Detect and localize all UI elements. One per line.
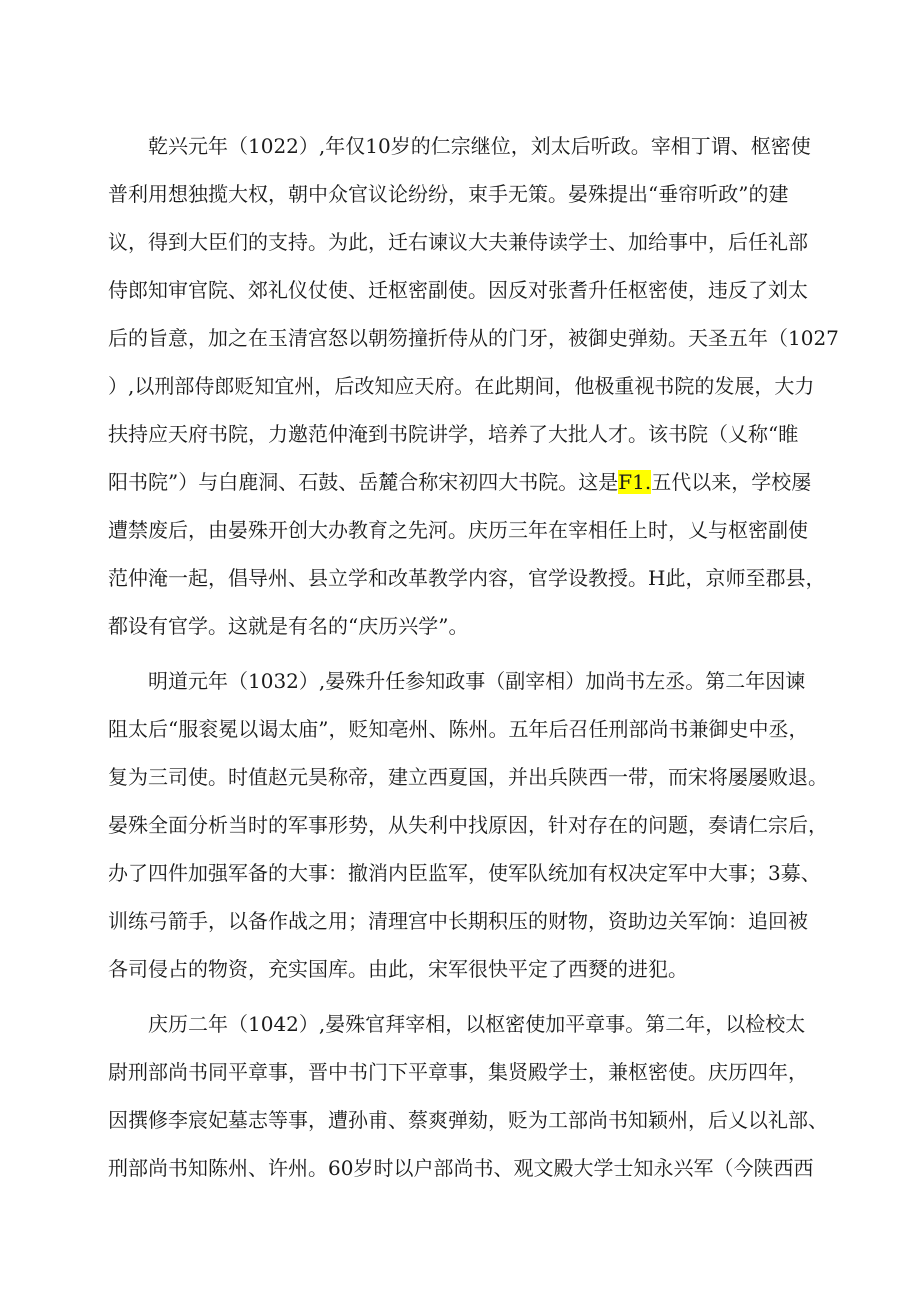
paragraph-1-line-8-text: 阳书院”）与白鹿洞、石鼓、岳麓合称宋初四大书院。这是 <box>108 470 619 494</box>
paragraph-1-line-3: 议，得到大臣们的支持。为此，迁右谏议大夫兼侍读学士、加给事中，后任礼部 <box>108 230 808 254</box>
paragraph-2-line-1: 明道元年（1032）,晏殊升任参知政事（副宰相）加尚书左丞。第二年因谏 <box>148 669 806 693</box>
paragraph-3-line-2: 尉刑部尚书同平章事，晋中书门下平章事，集贤殿学士，兼枢密使。庆历四年， <box>108 1060 808 1084</box>
paragraph-1-line-10: 范仲淹一起，倡导州、县立学和改革教学内容，官学设教授。H此，京师至郡县， <box>108 566 826 590</box>
paragraph-1-line-7: 扶持应天府书院，力邀范仲淹到书院讲学，培养了大批人才。该书院（乂称“睢 <box>108 422 799 446</box>
paragraph-2-line-4: 晏殊全面分析当时的军事形势，从失利中找原因，针对存在的问题，奏请仁宗后， <box>108 813 828 837</box>
paragraph-3-line-4: 刑部尚书知陈州、许州。60岁时以户部尚书、观文殿大学士知永兴军（今陕西西 <box>108 1156 814 1180</box>
highlighted-text: F1. <box>618 470 652 494</box>
paragraph-1-line-5: 后的旨意，加之在玉清宫怒以朝笏撞折侍从的门牙，被御史弹劾。天圣五年（1027 <box>108 326 839 350</box>
paragraph-2-line-6: 训练弓箭手，以备作战之用；清理宫中长期积压的财物，资助边关军饷：追回被 <box>108 909 808 933</box>
paragraph-1-line-8-tail: 五代以来，学校屡 <box>651 470 812 494</box>
paragraph-1-line-4: 侍郎知审官院、郊礼仪仗使、迁枢密副使。因反对张耆升任枢密使，违反了刘太 <box>108 278 808 302</box>
paragraph-2-line-7: 各司侵占的物资，充实国库。由此，宋军很快平定了西燹的进犯。 <box>108 957 688 981</box>
paragraph-3-line-1: 庆历二年（1042）,晏殊官拜宰相，以枢密使加平章事。第二年，以检校太 <box>148 1012 806 1036</box>
paragraph-1-line-8 <box>108 467 811 497</box>
paragraph-1-line-6: ）,以刑部侍郎贬知宜州，后改知应天府。在此期间，他极重视书院的发展，大力 <box>108 374 815 398</box>
paragraph-2-line-5: 办了四件加强军备的大事：撤消内臣监军，使军队统加有权决定军中大事；3募、 <box>108 861 821 885</box>
paragraph-1-line-11: 都设有官学。这就是有名的“庆历兴学”。 <box>108 614 469 638</box>
paragraph-1-line-1: 乾兴元年（1022）,年仅10岁的仁宗继位，刘太后听政。宰相丁谓、枢密使 <box>148 134 811 158</box>
paragraph-3-line-3: 因撰修李宸妃墓志等事，遭孙甫、蔡爽弹劾，贬为工部尚书知颖州，后乂以礼部、 <box>108 1108 828 1132</box>
paragraph-2-line-2: 阻太后“服衮冕以谒太庙”，贬知亳州、陈州。五年后召任刑部尚书兼御史中丞， <box>108 717 809 741</box>
paragraph-2-line-3: 复为三司使。时值赵元昊称帝，建立西夏国，并出兵陕西一带，而宋将屡屡败退。 <box>108 765 828 789</box>
paragraph-1-line-2: 普利用想独揽大权，朝中众官议论纷纷，束手无策。晏殊提出“垂帘听政”的建 <box>108 182 789 206</box>
paragraph-1-line-9: 遭禁废后，由晏殊开创大办教育之先河。庆历三年在宰相任上时，乂与枢密副使 <box>108 518 808 542</box>
